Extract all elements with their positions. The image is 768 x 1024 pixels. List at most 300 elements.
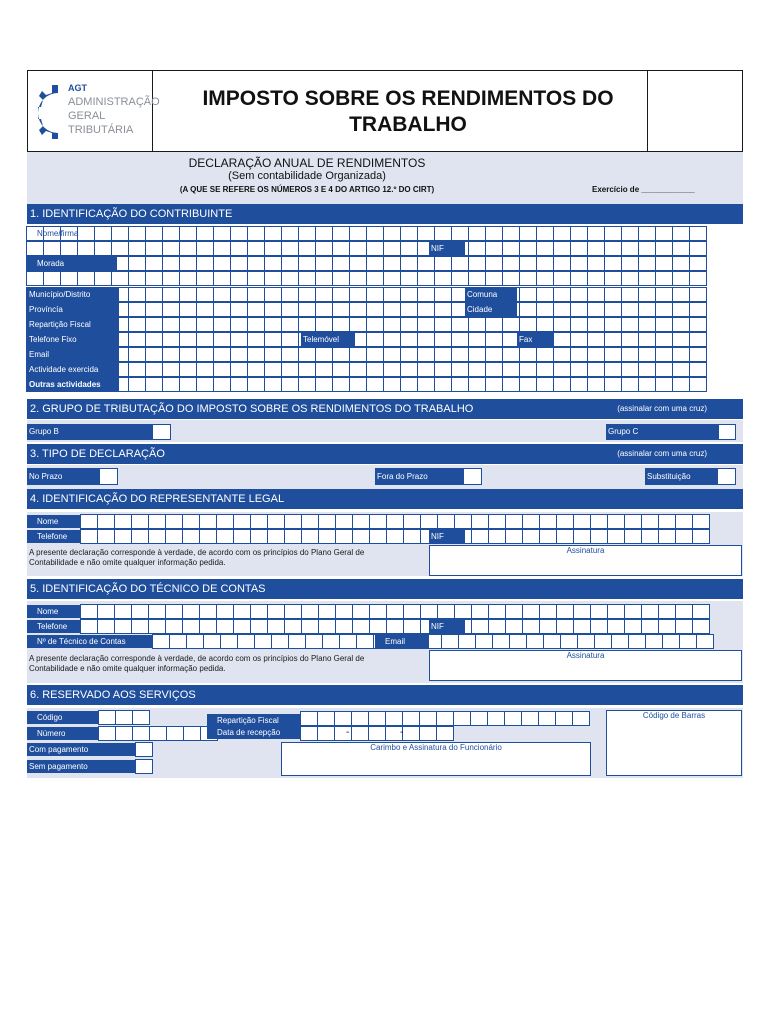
input-cell[interactable]	[281, 256, 299, 271]
input-cell[interactable]	[468, 271, 486, 286]
input-cell[interactable]	[402, 726, 420, 741]
input-cell[interactable]	[128, 302, 146, 317]
input-cell[interactable]	[587, 241, 605, 256]
input-cell[interactable]	[470, 711, 488, 726]
input-cell[interactable]	[624, 619, 642, 634]
input-cell[interactable]	[587, 317, 605, 332]
s4-grid-r1[interactable]	[81, 514, 710, 529]
input-cell[interactable]	[522, 619, 540, 634]
input-cell[interactable]	[315, 271, 333, 286]
input-cell[interactable]	[199, 514, 217, 529]
input-cell[interactable]	[179, 332, 197, 347]
input-cell[interactable]	[369, 604, 387, 619]
input-cell[interactable]	[624, 529, 642, 544]
input-cell[interactable]	[183, 726, 201, 741]
input-cell[interactable]	[689, 287, 707, 302]
input-cell[interactable]	[604, 287, 622, 302]
input-cell[interactable]	[383, 332, 401, 347]
input-cell[interactable]	[471, 529, 489, 544]
input-cell[interactable]	[383, 256, 401, 271]
input-cell[interactable]	[536, 362, 554, 377]
input-cell[interactable]	[301, 529, 319, 544]
input-cell[interactable]	[453, 711, 471, 726]
input-cell[interactable]	[451, 226, 469, 241]
input-cell[interactable]	[352, 514, 370, 529]
input-cell[interactable]	[114, 619, 132, 634]
input-cell[interactable]	[417, 362, 435, 377]
input-cell[interactable]	[400, 362, 418, 377]
s1-grid-r1[interactable]	[27, 226, 707, 241]
input-cell[interactable]	[570, 226, 588, 241]
input-cell[interactable]	[281, 302, 299, 317]
input-cell[interactable]	[641, 604, 659, 619]
input-cell[interactable]	[587, 347, 605, 362]
input-cell[interactable]	[131, 619, 149, 634]
input-cell[interactable]	[587, 256, 605, 271]
input-cell[interactable]	[199, 604, 217, 619]
input-cell[interactable]	[451, 347, 469, 362]
input-cell[interactable]	[317, 726, 335, 741]
input-cell[interactable]	[128, 226, 146, 241]
input-cell[interactable]	[264, 256, 282, 271]
input-cell[interactable]	[264, 287, 282, 302]
input-cell[interactable]	[555, 711, 573, 726]
input-cell[interactable]	[658, 514, 676, 529]
input-cell[interactable]	[570, 271, 588, 286]
input-cell[interactable]	[301, 604, 319, 619]
input-cell[interactable]	[196, 226, 214, 241]
input-cell[interactable]	[366, 256, 384, 271]
input-cell[interactable]	[128, 256, 146, 271]
input-cell[interactable]	[590, 604, 608, 619]
input-cell[interactable]	[556, 619, 574, 634]
input-cell[interactable]	[553, 317, 571, 332]
input-cell[interactable]	[318, 619, 336, 634]
input-cell[interactable]	[298, 317, 316, 332]
input-cell[interactable]	[213, 317, 231, 332]
input-cell[interactable]	[284, 529, 302, 544]
input-cell[interactable]	[587, 287, 605, 302]
input-cell[interactable]	[199, 529, 217, 544]
input-cell[interactable]	[638, 377, 656, 392]
input-cell[interactable]	[26, 241, 44, 256]
input-cell[interactable]	[43, 241, 61, 256]
input-cell[interactable]	[77, 241, 95, 256]
input-cell[interactable]	[356, 634, 374, 649]
input-cell[interactable]	[145, 226, 163, 241]
input-cell[interactable]	[94, 271, 112, 286]
s1-grid-r10[interactable]	[27, 362, 707, 377]
with-payment-checkbox[interactable]	[135, 742, 153, 757]
input-cell[interactable]	[689, 302, 707, 317]
input-cell[interactable]	[587, 377, 605, 392]
input-cell[interactable]	[179, 287, 197, 302]
input-cell[interactable]	[369, 514, 387, 529]
input-cell[interactable]	[590, 619, 608, 634]
input-cell[interactable]	[672, 271, 690, 286]
input-cell[interactable]	[475, 634, 493, 649]
input-cell[interactable]	[536, 347, 554, 362]
input-cell[interactable]	[366, 317, 384, 332]
input-cell[interactable]	[553, 332, 571, 347]
input-cell[interactable]	[655, 271, 673, 286]
input-cell[interactable]	[505, 514, 523, 529]
input-cell[interactable]	[298, 287, 316, 302]
input-cell[interactable]	[536, 287, 554, 302]
input-cell[interactable]	[213, 362, 231, 377]
input-cell[interactable]	[572, 711, 590, 726]
input-cell[interactable]	[594, 634, 612, 649]
input-cell[interactable]	[98, 710, 116, 725]
input-cell[interactable]	[692, 514, 710, 529]
input-cell[interactable]	[383, 241, 401, 256]
input-cell[interactable]	[318, 514, 336, 529]
input-cell[interactable]	[247, 332, 265, 347]
input-cell[interactable]	[672, 256, 690, 271]
input-cell[interactable]	[196, 317, 214, 332]
input-cell[interactable]	[145, 362, 163, 377]
input-cell[interactable]	[468, 347, 486, 362]
input-cell[interactable]	[97, 514, 115, 529]
input-cell[interactable]	[230, 347, 248, 362]
input-cell[interactable]	[672, 302, 690, 317]
input-cell[interactable]	[451, 362, 469, 377]
input-cell[interactable]	[577, 634, 595, 649]
input-cell[interactable]	[536, 241, 554, 256]
input-cell[interactable]	[162, 377, 180, 392]
input-cell[interactable]	[417, 377, 435, 392]
input-cell[interactable]	[417, 226, 435, 241]
input-cell[interactable]	[349, 241, 367, 256]
input-cell[interactable]	[570, 241, 588, 256]
input-cell[interactable]	[556, 604, 574, 619]
input-cell[interactable]	[502, 226, 520, 241]
input-cell[interactable]	[420, 604, 438, 619]
input-cell[interactable]	[488, 514, 506, 529]
input-cell[interactable]	[267, 514, 285, 529]
input-cell[interactable]	[621, 362, 639, 377]
input-cell[interactable]	[349, 377, 367, 392]
input-cell[interactable]	[553, 377, 571, 392]
input-cell[interactable]	[519, 256, 537, 271]
input-cell[interactable]	[672, 347, 690, 362]
input-cell[interactable]	[162, 347, 180, 362]
input-cell[interactable]	[145, 256, 163, 271]
input-cell[interactable]	[403, 619, 421, 634]
input-cell[interactable]	[281, 377, 299, 392]
input-cell[interactable]	[145, 317, 163, 332]
input-cell[interactable]	[468, 226, 486, 241]
input-cell[interactable]	[300, 726, 318, 741]
input-cell[interactable]	[179, 302, 197, 317]
input-cell[interactable]	[570, 332, 588, 347]
input-cell[interactable]	[264, 226, 282, 241]
input-cell[interactable]	[264, 302, 282, 317]
input-cell[interactable]	[233, 529, 251, 544]
input-cell[interactable]	[692, 604, 710, 619]
input-cell[interactable]	[335, 529, 353, 544]
input-cell[interactable]	[368, 711, 386, 726]
input-cell[interactable]	[247, 226, 265, 241]
input-cell[interactable]	[689, 256, 707, 271]
input-cell[interactable]	[621, 241, 639, 256]
input-cell[interactable]	[536, 317, 554, 332]
input-cell[interactable]	[315, 256, 333, 271]
input-cell[interactable]	[485, 226, 503, 241]
input-cell[interactable]	[145, 377, 163, 392]
group-c-checkbox[interactable]	[718, 424, 736, 440]
input-cell[interactable]	[281, 362, 299, 377]
input-cell[interactable]	[604, 241, 622, 256]
input-cell[interactable]	[543, 634, 561, 649]
input-cell[interactable]	[349, 287, 367, 302]
input-cell[interactable]	[400, 256, 418, 271]
input-cell[interactable]	[132, 726, 150, 741]
input-cell[interactable]	[556, 529, 574, 544]
s1-grid-r6[interactable]	[27, 302, 707, 317]
input-cell[interactable]	[621, 347, 639, 362]
input-cell[interactable]	[675, 529, 693, 544]
input-cell[interactable]	[604, 347, 622, 362]
input-cell[interactable]	[638, 332, 656, 347]
input-cell[interactable]	[607, 514, 625, 529]
input-cell[interactable]	[488, 529, 506, 544]
input-cell[interactable]	[230, 302, 248, 317]
input-cell[interactable]	[522, 529, 540, 544]
input-cell[interactable]	[352, 529, 370, 544]
input-cell[interactable]	[386, 619, 404, 634]
input-cell[interactable]	[451, 317, 469, 332]
input-cell[interactable]	[267, 529, 285, 544]
input-cell[interactable]	[80, 604, 98, 619]
input-cell[interactable]	[366, 241, 384, 256]
input-cell[interactable]	[675, 604, 693, 619]
input-cell[interactable]	[162, 256, 180, 271]
input-cell[interactable]	[468, 241, 486, 256]
input-cell[interactable]	[196, 377, 214, 392]
input-cell[interactable]	[369, 619, 387, 634]
input-cell[interactable]	[264, 362, 282, 377]
number-cells[interactable]	[99, 726, 218, 741]
input-cell[interactable]	[471, 604, 489, 619]
input-cell[interactable]	[454, 514, 472, 529]
input-cell[interactable]	[539, 619, 557, 634]
input-cell[interactable]	[230, 271, 248, 286]
s1-grid-r9[interactable]	[27, 347, 707, 362]
input-cell[interactable]	[434, 377, 452, 392]
input-cell[interactable]	[179, 226, 197, 241]
input-cell[interactable]	[315, 302, 333, 317]
input-cell[interactable]	[638, 256, 656, 271]
input-cell[interactable]	[573, 529, 591, 544]
input-cell[interactable]	[519, 226, 537, 241]
input-cell[interactable]	[451, 271, 469, 286]
input-cell[interactable]	[281, 317, 299, 332]
input-cell[interactable]	[213, 287, 231, 302]
input-cell[interactable]	[604, 332, 622, 347]
input-cell[interactable]	[573, 514, 591, 529]
input-cell[interactable]	[332, 317, 350, 332]
input-cell[interactable]	[570, 347, 588, 362]
input-cell[interactable]	[689, 362, 707, 377]
input-cell[interactable]	[115, 726, 133, 741]
input-cell[interactable]	[538, 711, 556, 726]
input-cell[interactable]	[97, 619, 115, 634]
input-cell[interactable]	[519, 347, 537, 362]
input-cell[interactable]	[383, 271, 401, 286]
input-cell[interactable]	[317, 711, 335, 726]
input-cell[interactable]	[451, 377, 469, 392]
input-cell[interactable]	[264, 347, 282, 362]
input-cell[interactable]	[148, 529, 166, 544]
input-cell[interactable]	[536, 226, 554, 241]
s5-grid-r2[interactable]	[81, 619, 710, 634]
input-cell[interactable]	[417, 256, 435, 271]
input-cell[interactable]	[128, 377, 146, 392]
input-cell[interactable]	[689, 226, 707, 241]
input-cell[interactable]	[689, 241, 707, 256]
input-cell[interactable]	[111, 241, 129, 256]
input-cell[interactable]	[692, 529, 710, 544]
input-cell[interactable]	[505, 619, 523, 634]
input-cell[interactable]	[487, 711, 505, 726]
input-cell[interactable]	[264, 332, 282, 347]
input-cell[interactable]	[148, 514, 166, 529]
input-cell[interactable]	[604, 226, 622, 241]
input-cell[interactable]	[366, 377, 384, 392]
input-cell[interactable]	[366, 302, 384, 317]
input-cell[interactable]	[675, 514, 693, 529]
input-cell[interactable]	[148, 604, 166, 619]
input-cell[interactable]	[132, 710, 150, 725]
input-cell[interactable]	[111, 271, 129, 286]
input-cell[interactable]	[145, 241, 163, 256]
input-cell[interactable]	[434, 271, 452, 286]
input-cell[interactable]	[641, 619, 659, 634]
input-cell[interactable]	[298, 362, 316, 377]
input-cell[interactable]	[385, 711, 403, 726]
input-cell[interactable]	[522, 514, 540, 529]
input-cell[interactable]	[553, 226, 571, 241]
input-cell[interactable]	[458, 634, 476, 649]
input-cell[interactable]	[230, 362, 248, 377]
input-cell[interactable]	[573, 604, 591, 619]
input-cell[interactable]	[196, 287, 214, 302]
input-cell[interactable]	[128, 362, 146, 377]
input-cell[interactable]	[655, 362, 673, 377]
input-cell[interactable]	[655, 226, 673, 241]
input-cell[interactable]	[115, 710, 133, 725]
input-cell[interactable]	[162, 302, 180, 317]
s1-grid-r7[interactable]	[27, 317, 707, 332]
input-cell[interactable]	[539, 514, 557, 529]
input-cell[interactable]	[420, 514, 438, 529]
input-cell[interactable]	[434, 256, 452, 271]
input-cell[interactable]	[250, 604, 268, 619]
input-cell[interactable]	[502, 347, 520, 362]
input-cell[interactable]	[349, 362, 367, 377]
input-cell[interactable]	[672, 226, 690, 241]
exercise-field[interactable]: Exercício de ____________	[592, 185, 695, 194]
reception-date-cells[interactable]	[301, 726, 454, 741]
input-cell[interactable]	[351, 711, 369, 726]
input-cell[interactable]	[267, 619, 285, 634]
input-cell[interactable]	[521, 711, 539, 726]
input-cell[interactable]	[519, 302, 537, 317]
input-cell[interactable]	[213, 256, 231, 271]
input-cell[interactable]	[284, 604, 302, 619]
input-cell[interactable]	[672, 377, 690, 392]
input-cell[interactable]	[349, 302, 367, 317]
input-cell[interactable]	[526, 634, 544, 649]
input-cell[interactable]	[553, 256, 571, 271]
input-cell[interactable]	[436, 726, 454, 741]
input-cell[interactable]	[298, 377, 316, 392]
input-cell[interactable]	[247, 302, 265, 317]
input-cell[interactable]	[315, 241, 333, 256]
input-cell[interactable]	[417, 302, 435, 317]
input-cell[interactable]	[281, 347, 299, 362]
input-cell[interactable]	[315, 377, 333, 392]
input-cell[interactable]	[162, 226, 180, 241]
input-cell[interactable]	[536, 302, 554, 317]
input-cell[interactable]	[417, 287, 435, 302]
input-cell[interactable]	[696, 634, 714, 649]
input-cell[interactable]	[179, 256, 197, 271]
input-cell[interactable]	[468, 332, 486, 347]
input-cell[interactable]	[383, 377, 401, 392]
input-cell[interactable]	[322, 634, 340, 649]
input-cell[interactable]	[203, 634, 221, 649]
input-cell[interactable]	[128, 332, 146, 347]
input-cell[interactable]	[332, 287, 350, 302]
input-cell[interactable]	[570, 287, 588, 302]
input-cell[interactable]	[332, 241, 350, 256]
input-cell[interactable]	[196, 332, 214, 347]
input-cell[interactable]	[349, 271, 367, 286]
input-cell[interactable]	[488, 604, 506, 619]
input-cell[interactable]	[349, 256, 367, 271]
input-cell[interactable]	[254, 634, 272, 649]
input-cell[interactable]	[315, 226, 333, 241]
input-cell[interactable]	[689, 317, 707, 332]
input-cell[interactable]	[351, 726, 369, 741]
input-cell[interactable]	[264, 377, 282, 392]
input-cell[interactable]	[26, 271, 44, 286]
input-cell[interactable]	[400, 332, 418, 347]
input-cell[interactable]	[519, 377, 537, 392]
input-cell[interactable]	[672, 362, 690, 377]
input-cell[interactable]	[233, 604, 251, 619]
input-cell[interactable]	[131, 529, 149, 544]
input-cell[interactable]	[264, 317, 282, 332]
input-cell[interactable]	[587, 271, 605, 286]
input-cell[interactable]	[386, 529, 404, 544]
input-cell[interactable]	[628, 634, 646, 649]
input-cell[interactable]	[213, 226, 231, 241]
input-cell[interactable]	[604, 256, 622, 271]
input-cell[interactable]	[281, 241, 299, 256]
input-cell[interactable]	[539, 604, 557, 619]
input-cell[interactable]	[114, 529, 132, 544]
input-cell[interactable]	[400, 241, 418, 256]
input-cell[interactable]	[536, 256, 554, 271]
input-cell[interactable]	[556, 514, 574, 529]
input-cell[interactable]	[213, 241, 231, 256]
input-cell[interactable]	[386, 604, 404, 619]
input-cell[interactable]	[247, 241, 265, 256]
input-cell[interactable]	[519, 271, 537, 286]
